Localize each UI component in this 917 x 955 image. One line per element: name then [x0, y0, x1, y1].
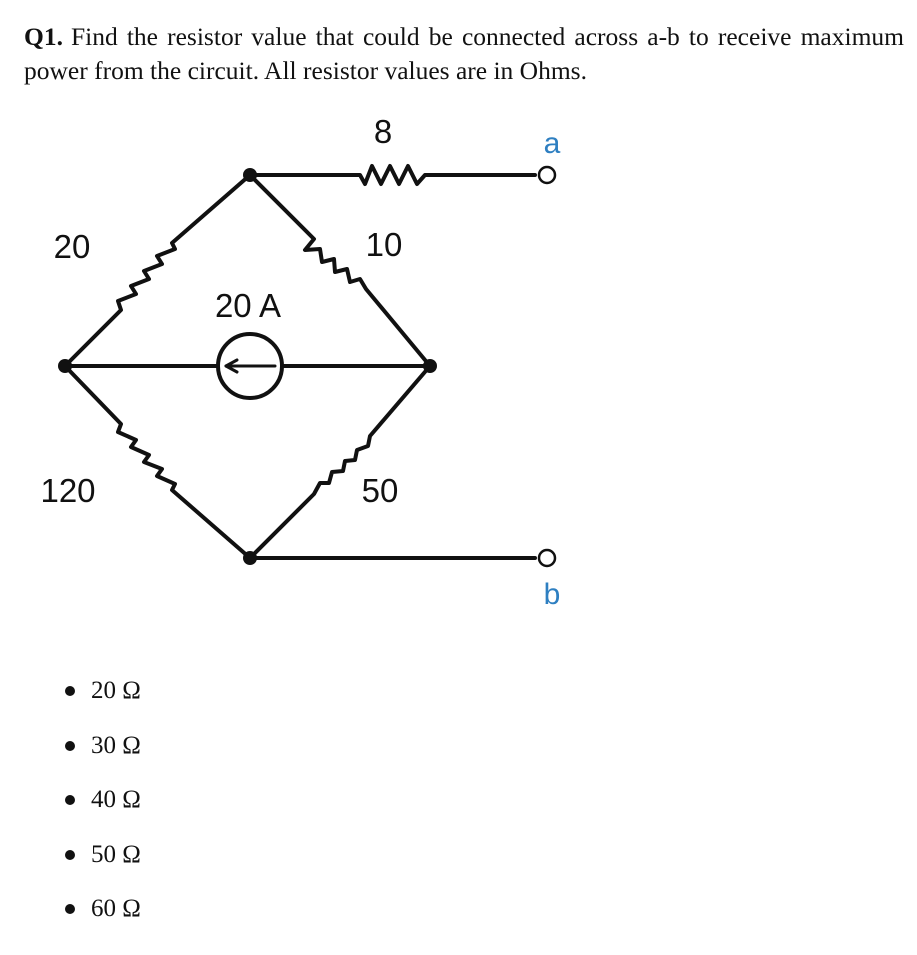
option-item[interactable] — [62, 664, 141, 719]
option-label: 50 Ω — [91, 840, 141, 868]
question-number: Q1. — [24, 22, 63, 51]
question-body: Find the resistor value that could be connected across a-b to receive maximum power from the circuit. All resistor values are in Ohms. — [24, 22, 904, 85]
label-terminal-a: a — [543, 127, 561, 160]
label-current-source: 20 A — [214, 287, 282, 324]
node-left — [58, 359, 72, 373]
label-resistor-lower-right: 50 — [361, 472, 399, 509]
bullet-icon — [65, 686, 75, 696]
option-item[interactable] — [62, 882, 141, 937]
node-top — [243, 168, 257, 182]
node-bottom — [243, 551, 257, 565]
option-label: 30 Ω — [91, 731, 141, 759]
label-resistor-upper-right: 10 — [365, 226, 403, 263]
node-right — [423, 359, 437, 373]
label-resistor-upper-left: 20 — [53, 228, 91, 265]
option-label: 40 Ω — [91, 786, 141, 814]
terminal-a — [539, 167, 555, 183]
option-item[interactable] — [62, 719, 141, 774]
bullet-icon — [65, 795, 75, 805]
option-label: 20 Ω — [91, 677, 141, 705]
label-terminal-b: b — [543, 578, 561, 611]
bullet-icon — [65, 904, 75, 914]
circuit-diagram — [0, 100, 917, 630]
resistor-upper-left — [65, 175, 250, 366]
bullet-icon — [65, 850, 75, 860]
resistor-lower-left — [65, 366, 250, 558]
option-label: 60 Ω — [91, 895, 141, 923]
resistor-lower-right — [250, 366, 430, 558]
bullet-icon — [65, 741, 75, 751]
resistor-upper-right — [250, 175, 430, 366]
arrow-left-icon — [226, 360, 275, 372]
label-resistor-lower-left: 120 — [40, 472, 96, 509]
label-resistor-top: 8 — [373, 113, 393, 150]
option-item[interactable] — [62, 773, 141, 828]
wire-top — [250, 166, 535, 184]
question-text-block — [24, 20, 904, 88]
option-item[interactable] — [62, 828, 141, 883]
answer-options — [62, 664, 141, 937]
terminal-b — [539, 550, 555, 566]
